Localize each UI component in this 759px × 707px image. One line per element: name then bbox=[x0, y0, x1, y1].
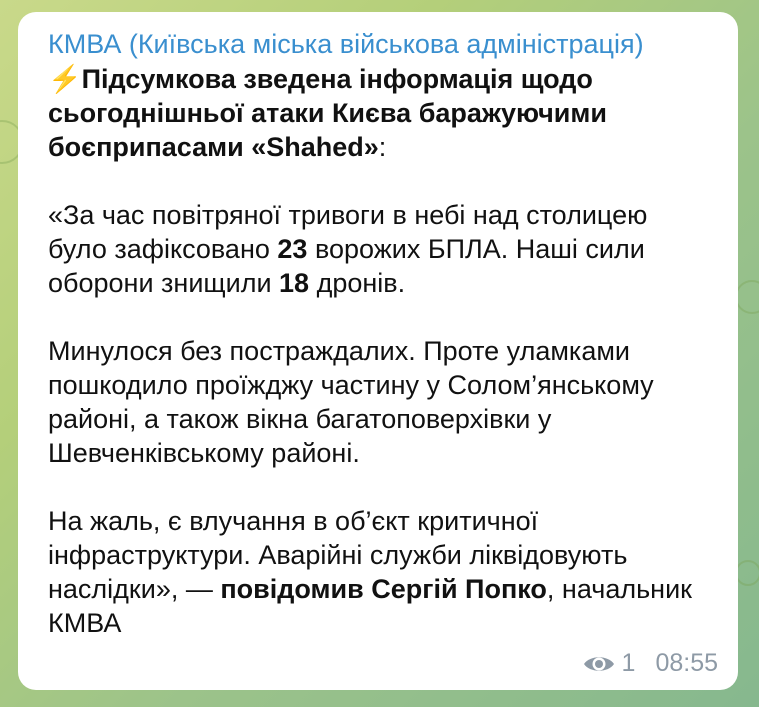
p3-attribution: повідомив Сергій Попко bbox=[220, 574, 547, 604]
paragraph-3 bbox=[48, 504, 708, 640]
message-bubble[interactable] bbox=[18, 12, 738, 690]
message-time: 08:55 bbox=[655, 649, 718, 677]
message-header bbox=[48, 62, 708, 164]
p3-text-a: На жаль, є влучання в об’єкт критичної інфраструктури. Аварійні служби ліквідовують наслідки», — bbox=[48, 506, 628, 604]
destroyed-drones-count: 18 bbox=[279, 268, 310, 298]
background-doodle bbox=[735, 280, 759, 314]
p3-text-b: , начальник КМВА bbox=[48, 574, 692, 638]
p1-text-b: ворожих БПЛА. Наші сили оборони знищили bbox=[48, 234, 645, 298]
message-text bbox=[48, 62, 708, 640]
lightning-icon: ⚡ bbox=[48, 64, 82, 94]
header-colon: : bbox=[378, 132, 387, 162]
paragraph-2: Минулося без постраждалих. Проте уламками пошкодило проїжджу частину у Солом’янському районі, а також вікна багатоповерхівки у Шевченківському районі. bbox=[48, 336, 654, 468]
spacer bbox=[48, 164, 708, 198]
message-meta bbox=[582, 649, 718, 678]
spacer bbox=[48, 300, 708, 334]
background-doodle bbox=[735, 560, 759, 586]
views-count: 1 bbox=[621, 649, 636, 677]
sender-name[interactable]: КМВА (Київська міська військова адміністрація) bbox=[48, 29, 644, 59]
eye-icon bbox=[582, 652, 616, 676]
header-text: Підсумкова зведена інформація щодо сьогоднішньої атаки Києва баражуючими боєприпасами «Shahed» bbox=[48, 64, 607, 162]
p1-text-c: дронів. bbox=[309, 268, 406, 298]
paragraph-1 bbox=[48, 198, 708, 300]
p1-text-a: «За час повітряної тривоги в небі над столицею було зафіксовано bbox=[48, 200, 648, 264]
spacer bbox=[48, 470, 708, 504]
enemy-drones-count: 23 bbox=[277, 234, 308, 264]
